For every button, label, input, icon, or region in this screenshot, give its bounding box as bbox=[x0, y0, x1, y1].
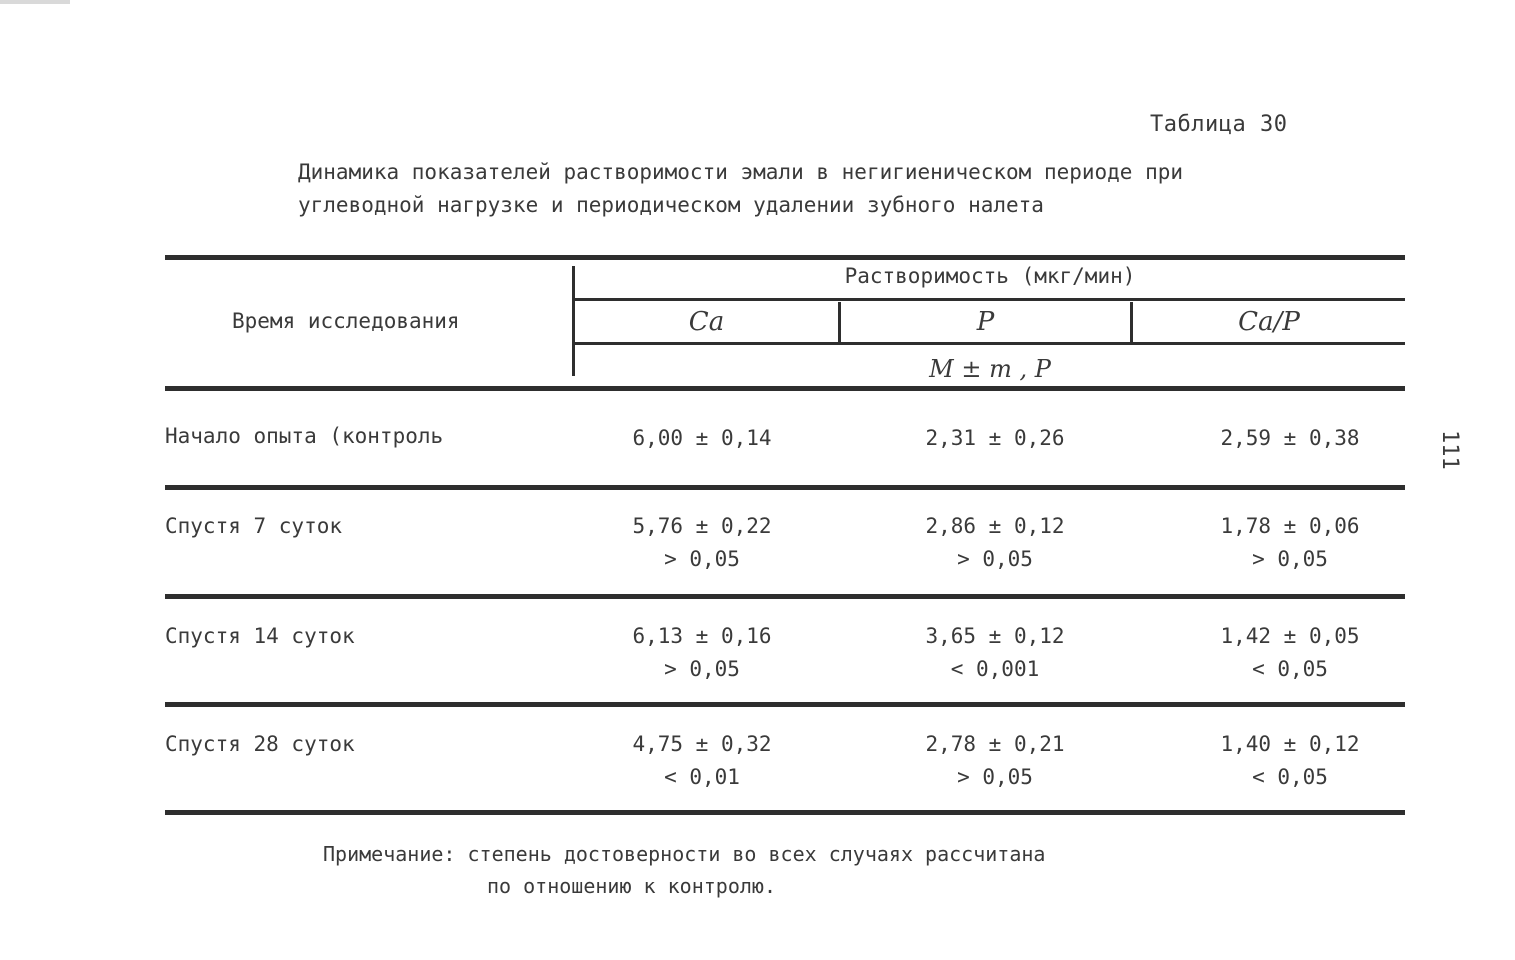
cell-p-value: > 0,05 bbox=[1252, 547, 1328, 571]
cell-p-value: < 0,001 bbox=[950, 657, 1040, 681]
table-cell bbox=[567, 422, 837, 455]
cell-value: 1,42 ± 0,05 bbox=[1220, 624, 1360, 648]
table-cell bbox=[860, 510, 1130, 576]
header-p: P bbox=[976, 307, 995, 337]
cell-value: 6,00 ± 0,14 bbox=[632, 426, 772, 450]
table-cell bbox=[1155, 510, 1425, 576]
table-top-rule bbox=[165, 255, 1405, 260]
cell-value: 1,78 ± 0,06 bbox=[1220, 514, 1360, 538]
column-rule bbox=[575, 342, 1405, 345]
cell-value: 2,78 ± 0,21 bbox=[925, 732, 1065, 756]
table-cell bbox=[567, 510, 837, 576]
row-label: Начало опыта (контроль bbox=[165, 424, 444, 448]
header-ca: Ca bbox=[688, 307, 725, 337]
row-label: Спустя 28 суток bbox=[165, 732, 355, 756]
header-bottom-rule bbox=[165, 386, 1405, 391]
cell-p-value: > 0,05 bbox=[957, 547, 1033, 571]
table-cell bbox=[1155, 620, 1425, 686]
cell-p-value: > 0,05 bbox=[664, 657, 740, 681]
table-cell bbox=[567, 728, 837, 794]
table-cell bbox=[860, 728, 1130, 794]
table-cell bbox=[1155, 728, 1425, 794]
table-cell bbox=[1155, 422, 1425, 455]
cell-value: 2,59 ± 0,38 bbox=[1220, 426, 1360, 450]
cell-value: 6,13 ± 0,16 bbox=[632, 624, 772, 648]
table-cell bbox=[567, 620, 837, 686]
cell-p-value: > 0,05 bbox=[664, 547, 740, 571]
row-divider bbox=[165, 485, 1405, 490]
note-line-2: по отношению к контролю. bbox=[487, 874, 776, 898]
row-label: Спустя 7 суток bbox=[165, 514, 343, 538]
row-divider bbox=[165, 702, 1405, 707]
cell-p-value: < 0,01 bbox=[664, 765, 740, 789]
row-label: Спустя 14 суток bbox=[165, 624, 355, 648]
cell-value: 2,86 ± 0,12 bbox=[925, 514, 1065, 538]
header-group: Растворимость (мкг/мин) bbox=[844, 264, 1136, 288]
group-rule bbox=[575, 298, 1405, 301]
table-bottom-rule bbox=[165, 810, 1405, 815]
cell-value: 5,76 ± 0,22 bbox=[632, 514, 772, 538]
table-caption bbox=[298, 156, 1183, 222]
table-number: Таблица 30 bbox=[1150, 112, 1288, 137]
header-statistic: M ± m , P bbox=[929, 355, 1051, 383]
cell-value: 3,65 ± 0,12 bbox=[925, 624, 1065, 648]
cell-value: 2,31 ± 0,26 bbox=[925, 426, 1065, 450]
scan-artifact bbox=[0, 0, 70, 4]
header-ca-p: Ca/P bbox=[1238, 307, 1300, 337]
cell-p-value: < 0,05 bbox=[1252, 657, 1328, 681]
cell-p-value: > 0,05 bbox=[957, 765, 1033, 789]
table-cell bbox=[860, 422, 1130, 455]
note-line-1: Примечание: степень достоверности во всех случаях рассчитана bbox=[323, 842, 1046, 866]
header-stub: Время исследования bbox=[232, 309, 460, 333]
page-number: 111 bbox=[1437, 430, 1462, 470]
cell-value: 4,75 ± 0,32 bbox=[632, 732, 772, 756]
cell-p-value: < 0,05 bbox=[1252, 765, 1328, 789]
caption-line-2: углеводной нагрузке и периодическом удалении зубного налета bbox=[298, 193, 1044, 217]
table-cell bbox=[860, 620, 1130, 686]
cell-value: 1,40 ± 0,12 bbox=[1220, 732, 1360, 756]
row-divider bbox=[165, 594, 1405, 599]
caption-line-1: Динамика показателей растворимости эмали в негигиеническом периоде при bbox=[298, 160, 1184, 184]
